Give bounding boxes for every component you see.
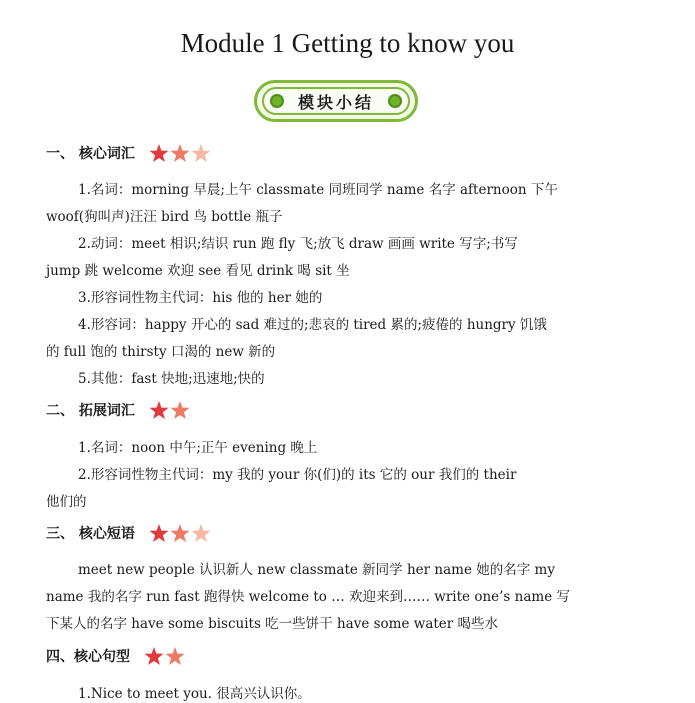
star-icon: [149, 401, 169, 420]
section-heading-extended-vocabulary: [46, 400, 191, 420]
rating-stars: [149, 401, 191, 420]
phrase-line: meet new people 认识新人 new classmate 新同学 her name 她的名字 my: [78, 562, 555, 578]
star-icon: [170, 524, 190, 543]
sentence-line: 1.Nice to meet you. 很高兴认识你。: [78, 686, 311, 702]
vocab-line: 5.其他：fast 快地;迅速地;快的: [78, 371, 265, 387]
rating-stars: [149, 144, 212, 163]
star-icon: [144, 647, 164, 666]
vocab-line: 1.名词：noon 中午;正午 evening 晚上: [78, 440, 318, 456]
vocab-line: 他们的: [46, 494, 87, 510]
star-icon: [149, 144, 169, 163]
vocab-line: 的 full 饱的 thirsty 口渴的 new 新的: [46, 344, 276, 360]
star-icon: [191, 524, 211, 543]
badge-label: 模块小结: [297, 92, 374, 112]
vocab-line: 3.形容词性物主代词：his 他的 her 她的: [78, 290, 323, 306]
page-title: Module 1 Getting to know you: [180, 28, 515, 58]
section-heading-text: 四、核心句型: [46, 649, 130, 665]
rating-stars: [144, 647, 186, 666]
section-heading-core-phrases: [46, 523, 212, 543]
section-heading-text: 一、 核心词汇: [46, 146, 135, 162]
phrase-line: 下某人的名字 have some biscuits 吃一些饼干 have some water 喝些水: [46, 616, 499, 632]
star-icon: [191, 144, 211, 163]
section-heading-text: 三、 核心短语: [46, 526, 135, 542]
section-heading-core-sentences: [46, 646, 186, 666]
summary-badge: [254, 80, 418, 122]
vocab-line: 2.形容词性物主代词：my 我的 your 你(们)的 its 它的 our 我们的 their: [78, 467, 517, 483]
star-icon: [149, 524, 169, 543]
section-heading-core-vocabulary: [46, 143, 212, 163]
star-icon: [170, 401, 190, 420]
star-icon: [170, 144, 190, 163]
vocab-line: 2.动词：meet 相识;结识 run 跑 fly 飞;放飞 draw 画画 write 写字;书写: [78, 236, 518, 252]
vocab-line: 1.名词：morning 早晨;上午 classmate 同班同学 name 名字 afternoon 下午: [78, 182, 558, 198]
green-dot-icon: [388, 94, 402, 108]
star-icon: [165, 647, 185, 666]
section-heading-text: 二、 拓展词汇: [46, 403, 135, 419]
rating-stars: [149, 524, 212, 543]
phrase-line: name 我的名字 run fast 跑得快 welcome to … 欢迎来到…… write one’s name 写: [46, 589, 570, 605]
vocab-line: jump 跳 welcome 欢迎 see 看见 drink 喝 sit 坐: [46, 263, 350, 279]
vocab-line: 4.形容词：happy 开心的 sad 难过的;悲哀的 tired 累的;疲倦的 hungry 饥饿: [78, 317, 547, 333]
green-dot-icon: [270, 94, 284, 108]
vocab-line: woof(狗叫声)汪汪 bird 鸟 bottle 瓶子: [46, 209, 283, 225]
